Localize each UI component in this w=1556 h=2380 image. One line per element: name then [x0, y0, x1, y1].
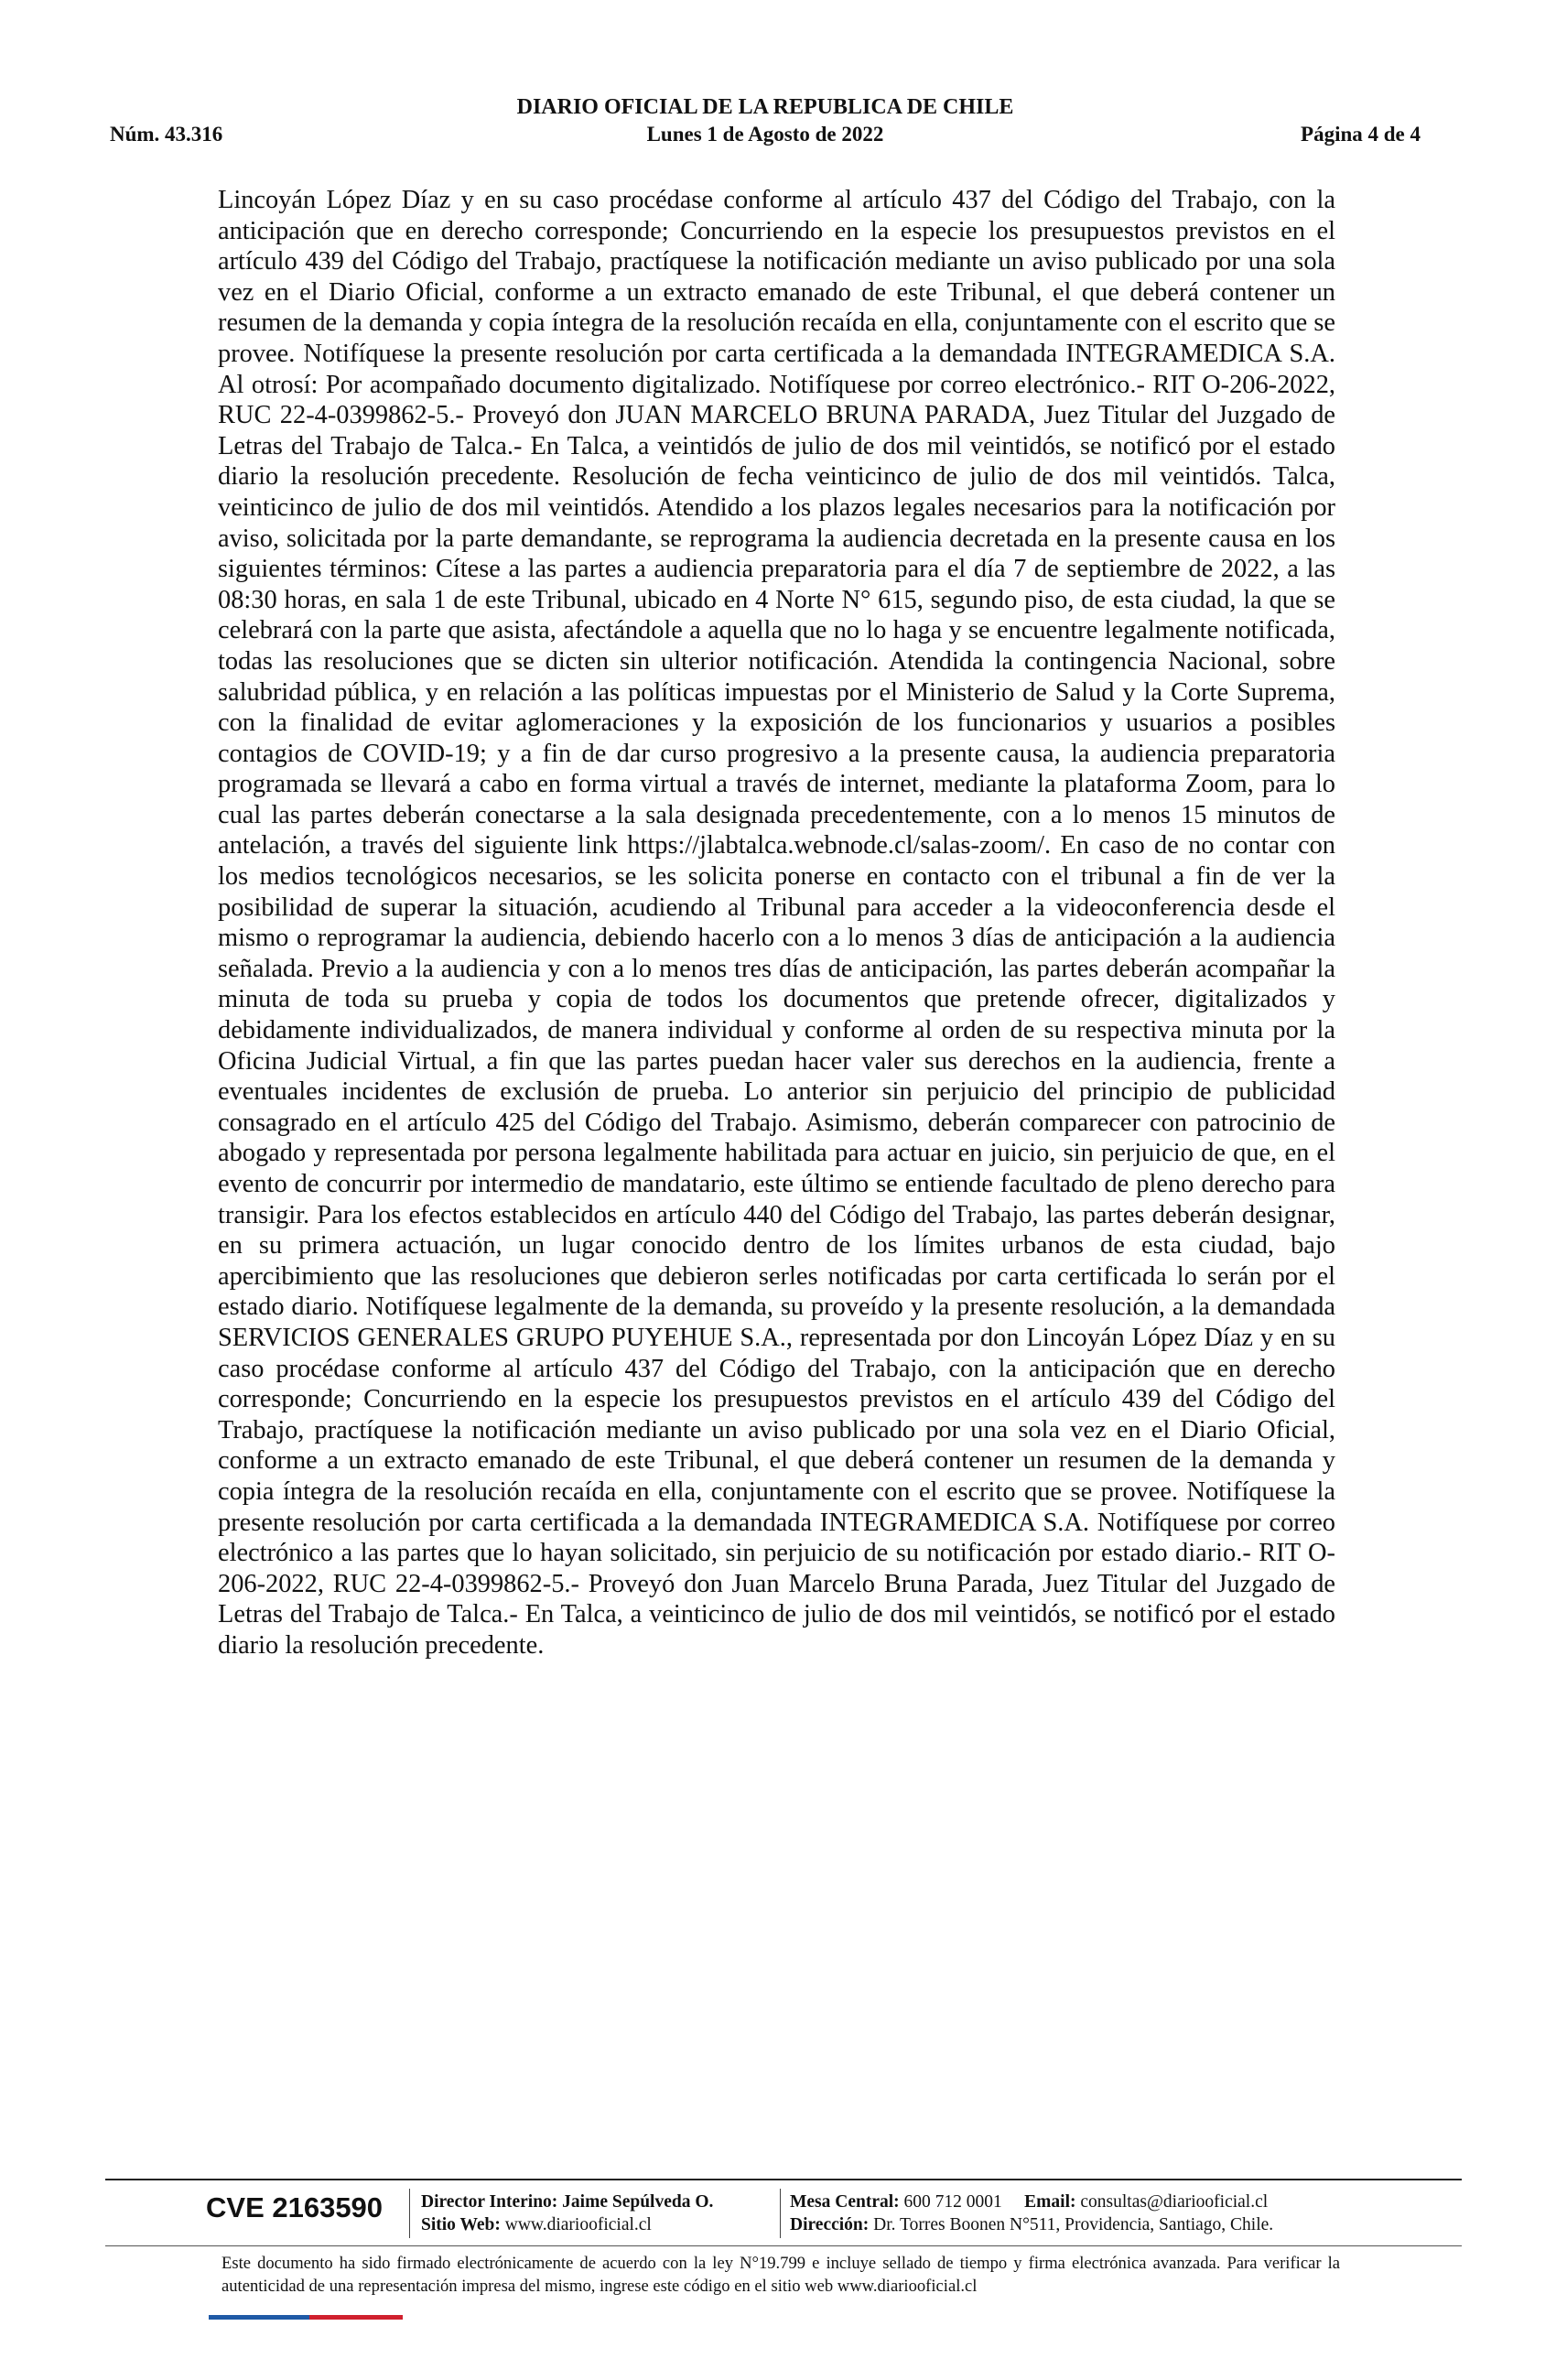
- document-body: Lincoyán López Díaz y en su caso procédase conforme al artículo 437 del Código del Trabajo, con la anticipación que en derecho corresponde; Concurriendo en la especie los presupuestos previstos en el artículo 439 del Código del Trabajo, practíquese la notificación mediante un aviso publicado por una sola vez en el Diario Oficial, conforme a un extracto emanado de este Tribunal, el que deberá contener un resumen de la demanda y copia íntegra de la resolución recaída en ella, conjuntamente con el escrito que se provee. Notifíquese la presente resolución por carta certificada a la demandada INTEGRAMEDICA S.A. Al otrosí: Por acompañado documento digitalizado. Notifíquese por correo electrónico.- RIT O-206-2022, RUC 22-4-0399862-5.- Proveyó don JUAN MARCELO BRUNA PARADA, Juez Titular del Juzgado de Letras del Trabajo de Talca.- En Talca, a veintidós de julio de dos mil veintidós, se notificó por el estado diario la resolución precedente. Resolución de fecha veinticinco de julio de dos mil veintidós. Talca, veinticinco de julio de dos mil veintidós. Atendido a los plazos legales necesarios para la notificación por aviso, solicitada por la parte demandante, se reprograma la audiencia decretada en la presente causa en los siguientes términos: Cítese a las partes a audiencia preparatoria para el día 7 de septiembre de 2022, a las 08:30 horas, en sala 1 de este Tribunal, ubicado en 4 Norte N° 615, segundo piso, de esta ciudad, la que se celebrará con la parte que asista, afectándole a aquella que no lo haga y se encuentre legalmente notificada, todas las resoluciones que se dicten sin ulterior notificación. Atendida la contingencia Nacional, sobre salubridad pública, y en relación a las políticas impuestas por el Ministerio de Salud y la Corte Suprema, con la finalidad de evitar aglomeraciones y la exposición de los funcionarios y usuarios a posibles contagios de COVID-19; y a fin de dar curso progresivo a la presente causa, la audiencia preparatoria programada se llevará a cabo en forma virtual a través de internet, mediante la plataforma Zoom, para lo cual las partes deberán conectarse a la sala designada precedentemente, con a lo menos 15 minutos de antelación, a través del siguiente link https://jlabtalca.webnode.cl/salas-zoom/. En caso de no contar con los medios tecnológicos necesarios, se les solicita ponerse en contacto con el tribunal a fin de ver la posibilidad de superar la situación, acudiendo al Tribunal para acceder a la videoconferencia desde el mismo o reprogramar la audiencia, debiendo hacerlo con a lo menos 3 días de anticipación a la audiencia señalada. Previo a la audiencia y con a lo menos tres días de anticipación, las partes deberán acompañar la minuta de toda su prueba y copia de todos los documentos que pretende ofrecer, digitalizados y debidamente individualizados, de manera individual y conforme al orden de su respectiva minuta por la Oficina Judicial Virtual, a fin que las partes puedan hacer valer sus derechos en la audiencia, frente a eventuales incidentes de exclusión de prueba. Lo anterior sin perjuicio del principio de publicidad consagrado en el artículo 425 del Código del Trabajo. Asimismo, deberán comparecer con patrocinio de abogado y representada por persona legalmente habilitada para actuar en juicio, sin perjuicio de que, en el evento de concurrir por intermedio de mandatario, este último se entiende facultado de pleno derecho para transigir. Para los efectos establecidos en artículo 440 del Código del Trabajo, las partes deberán designar, en su primera actuación, un lugar conocido dentro de los límites urbanos de esta ciudad, bajo apercibimiento que las resoluciones que debieron serles notificadas por carta certificada lo serán por el estado diario. Notifíquese legalmente de la demanda, su proveído y la presente resolución, a la demandada SERVICIOS GENERALES GRUPO PUYEHUE S.A., representada por don Lincoyán López Díaz y en su caso procédase conforme al artículo 437 del Código del Trabajo, con la anticipación que en derecho corresponde; Concurriendo en la especie los presupuestos previstos en el artículo 439 del Código del Trabajo, practíquese la notificación mediante un aviso publicado por una sola vez en el Diario Oficial, conforme a un extracto emanado de este Tribunal, el que deberá contener un resumen de la demanda y copia íntegra de la resolución recaída en ella, conjuntamente con el escrito que se provee. Notifíquese la presente resolución por carta certificada a la demandada INTEGRAMEDICA S.A. Notifíquese por correo electrónico a las partes que lo hayan solicitado, sin perjuicio de su notificación por estado diario.- RIT O-206-2022, RUC 22-4-0399862-5.- Proveyó don Juan Marcelo Bruna Parada, Juez Titular del Juzgado de Letras del Trabajo de Talca.- En Talca, a veinticinco de julio de dos mil veintidós, se notificó por el estado diario la resolución precedente.: [218, 186, 1335, 1660]
- page-number: Página 4 de 4: [1301, 123, 1421, 146]
- director-label: Director Interino:: [421, 2192, 558, 2212]
- footer-contact-block: [790, 2191, 1273, 2236]
- flag-stripe-blue: [209, 2315, 309, 2320]
- flag-stripe-red: [309, 2315, 403, 2320]
- issue-date: Lunes 1 de Agosto de 2022: [646, 123, 884, 146]
- page-header: [110, 92, 1421, 156]
- mesa-label: Mesa Central:: [790, 2192, 900, 2212]
- director-line: [421, 2191, 713, 2213]
- address-line: [790, 2213, 1273, 2236]
- footer-director-block: [421, 2191, 713, 2236]
- website-label: Sitio Web:: [421, 2215, 501, 2234]
- address-value: Dr. Torres Boonen N°511, Providencia, Santiago, Chile.: [873, 2215, 1274, 2234]
- cve-code: CVE 2163590: [206, 2191, 384, 2223]
- address-label: Dirección:: [790, 2215, 870, 2234]
- email-link[interactable]: consultas@diariooficial.cl: [1080, 2192, 1269, 2212]
- email-label: Email:: [1024, 2192, 1076, 2212]
- signature-notice: Este documento ha sido firmado electrónicamente de acuerdo con la ley N°19.799 e incluye sellado de tiempo y firma electrónica avanzada. Para verificar la autenticidad de una representación impresa del mismo, ingrese este código en el sitio web www.diariooficial.cl: [222, 2254, 1340, 2296]
- mesa-phone: 600 712 0001: [903, 2192, 1002, 2212]
- director-name: Jaime Sepúlveda O.: [562, 2192, 714, 2212]
- issue-number: Núm. 43.316: [110, 123, 223, 146]
- contact-line: [790, 2191, 1273, 2213]
- footer-divider-bottom: [105, 2245, 1462, 2246]
- footer-divider-top: [105, 2179, 1462, 2180]
- footer-separator: [409, 2189, 410, 2238]
- publication-title: DIARIO OFICIAL DE LA REPUBLICA DE CHILE: [516, 95, 1014, 119]
- footer-separator: [780, 2189, 781, 2238]
- website-line: [421, 2213, 713, 2236]
- website-link[interactable]: www.diariooficial.cl: [504, 2215, 652, 2234]
